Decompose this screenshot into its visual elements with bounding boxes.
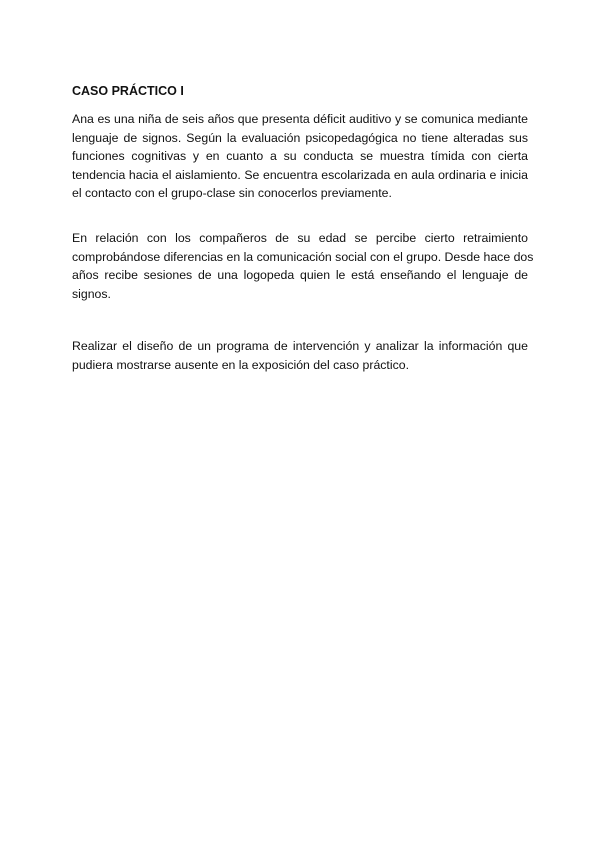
text-line: funciones cognitivas y en cuanto a su conducta se muestra tímida con cierta: [72, 149, 528, 163]
paragraph-social-context: [72, 229, 534, 303]
text-line: tendencia hacia el aislamiento. Se encuentra escolarizada en aula ordinaria e inicia: [72, 167, 528, 182]
paragraph-task: [72, 337, 528, 374]
text-line: Ana es una niña de seis años que presenta déficit auditivo y se comunica mediante: [72, 112, 528, 126]
text-line: Realizar el diseño de un programa de intervención y analizar la información que: [72, 339, 528, 353]
text-line: lenguaje de signos. Según la evaluación psicopedagógica no tiene alteradas sus: [72, 130, 528, 145]
text-line: signos.: [72, 286, 111, 301]
text-line: el contacto con el grupo-clase sin conocerlos previamente.: [72, 186, 392, 200]
text-line: comprobándose diferencias en la comunicación social con el grupo. Desde hace dos: [72, 249, 534, 264]
document-title: CASO PRÁCTICO I: [72, 84, 184, 98]
paragraph-case-description: [72, 110, 528, 203]
text-line: años recibe sesiones de una logopeda quien le está enseñando el lenguaje de: [72, 268, 528, 282]
text-line: pudiera mostrarse ausente en la exposición del caso práctico.: [72, 357, 409, 372]
text-line: En relación con los compañeros de su edad se percibe cierto retraimiento: [72, 231, 528, 245]
